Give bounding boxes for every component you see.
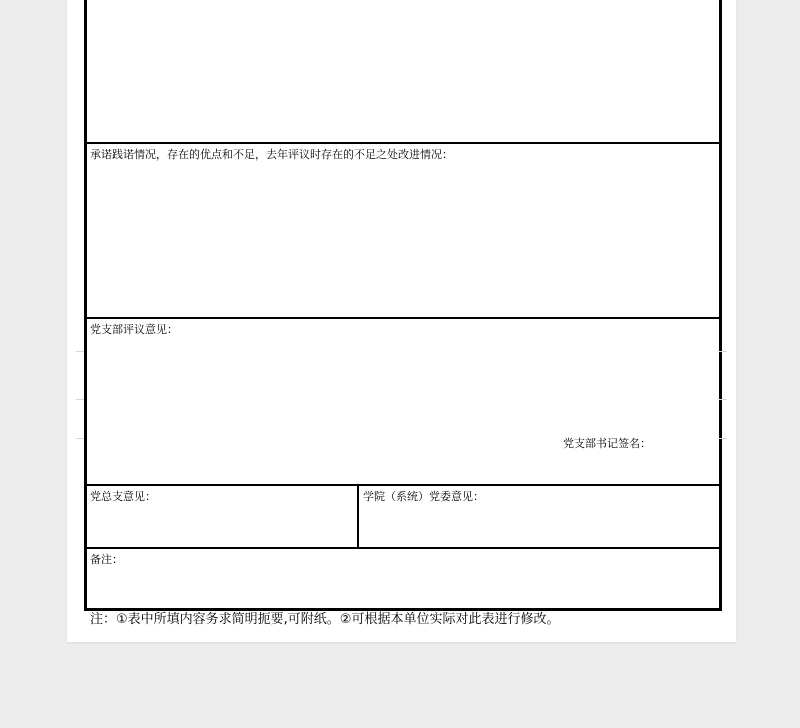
gridline-stub — [76, 438, 84, 439]
row-divider — [87, 317, 719, 319]
cell-divider — [357, 485, 359, 548]
remarks-label: 备注： — [90, 553, 123, 566]
gridline-stub — [76, 351, 84, 352]
branch-review-label: 党支部评议意见： — [90, 323, 178, 336]
college-committee-opinion-label: 学院（系统）党委意见： — [363, 490, 484, 503]
row-divider — [87, 484, 719, 486]
row-divider — [87, 547, 719, 549]
footnote: 注：①表中所填内容务求简明扼要,可附纸。②可根据本单位实际对此表进行修改。 — [90, 612, 560, 627]
gridline-stub — [719, 351, 727, 352]
general-branch-opinion-label: 党总支意见： — [90, 490, 156, 503]
evaluation-form-table — [84, 0, 722, 611]
gridline-stub — [719, 399, 727, 400]
row-divider — [87, 142, 719, 144]
secretary-signature-label: 党支部书记签名： — [563, 437, 651, 450]
gridline-stub — [76, 399, 84, 400]
commitment-section-label: 承诺践诺情况，存在的优点和不足，去年评议时存在的不足之处改进情况： — [90, 148, 453, 161]
gridline-stub — [719, 438, 727, 439]
